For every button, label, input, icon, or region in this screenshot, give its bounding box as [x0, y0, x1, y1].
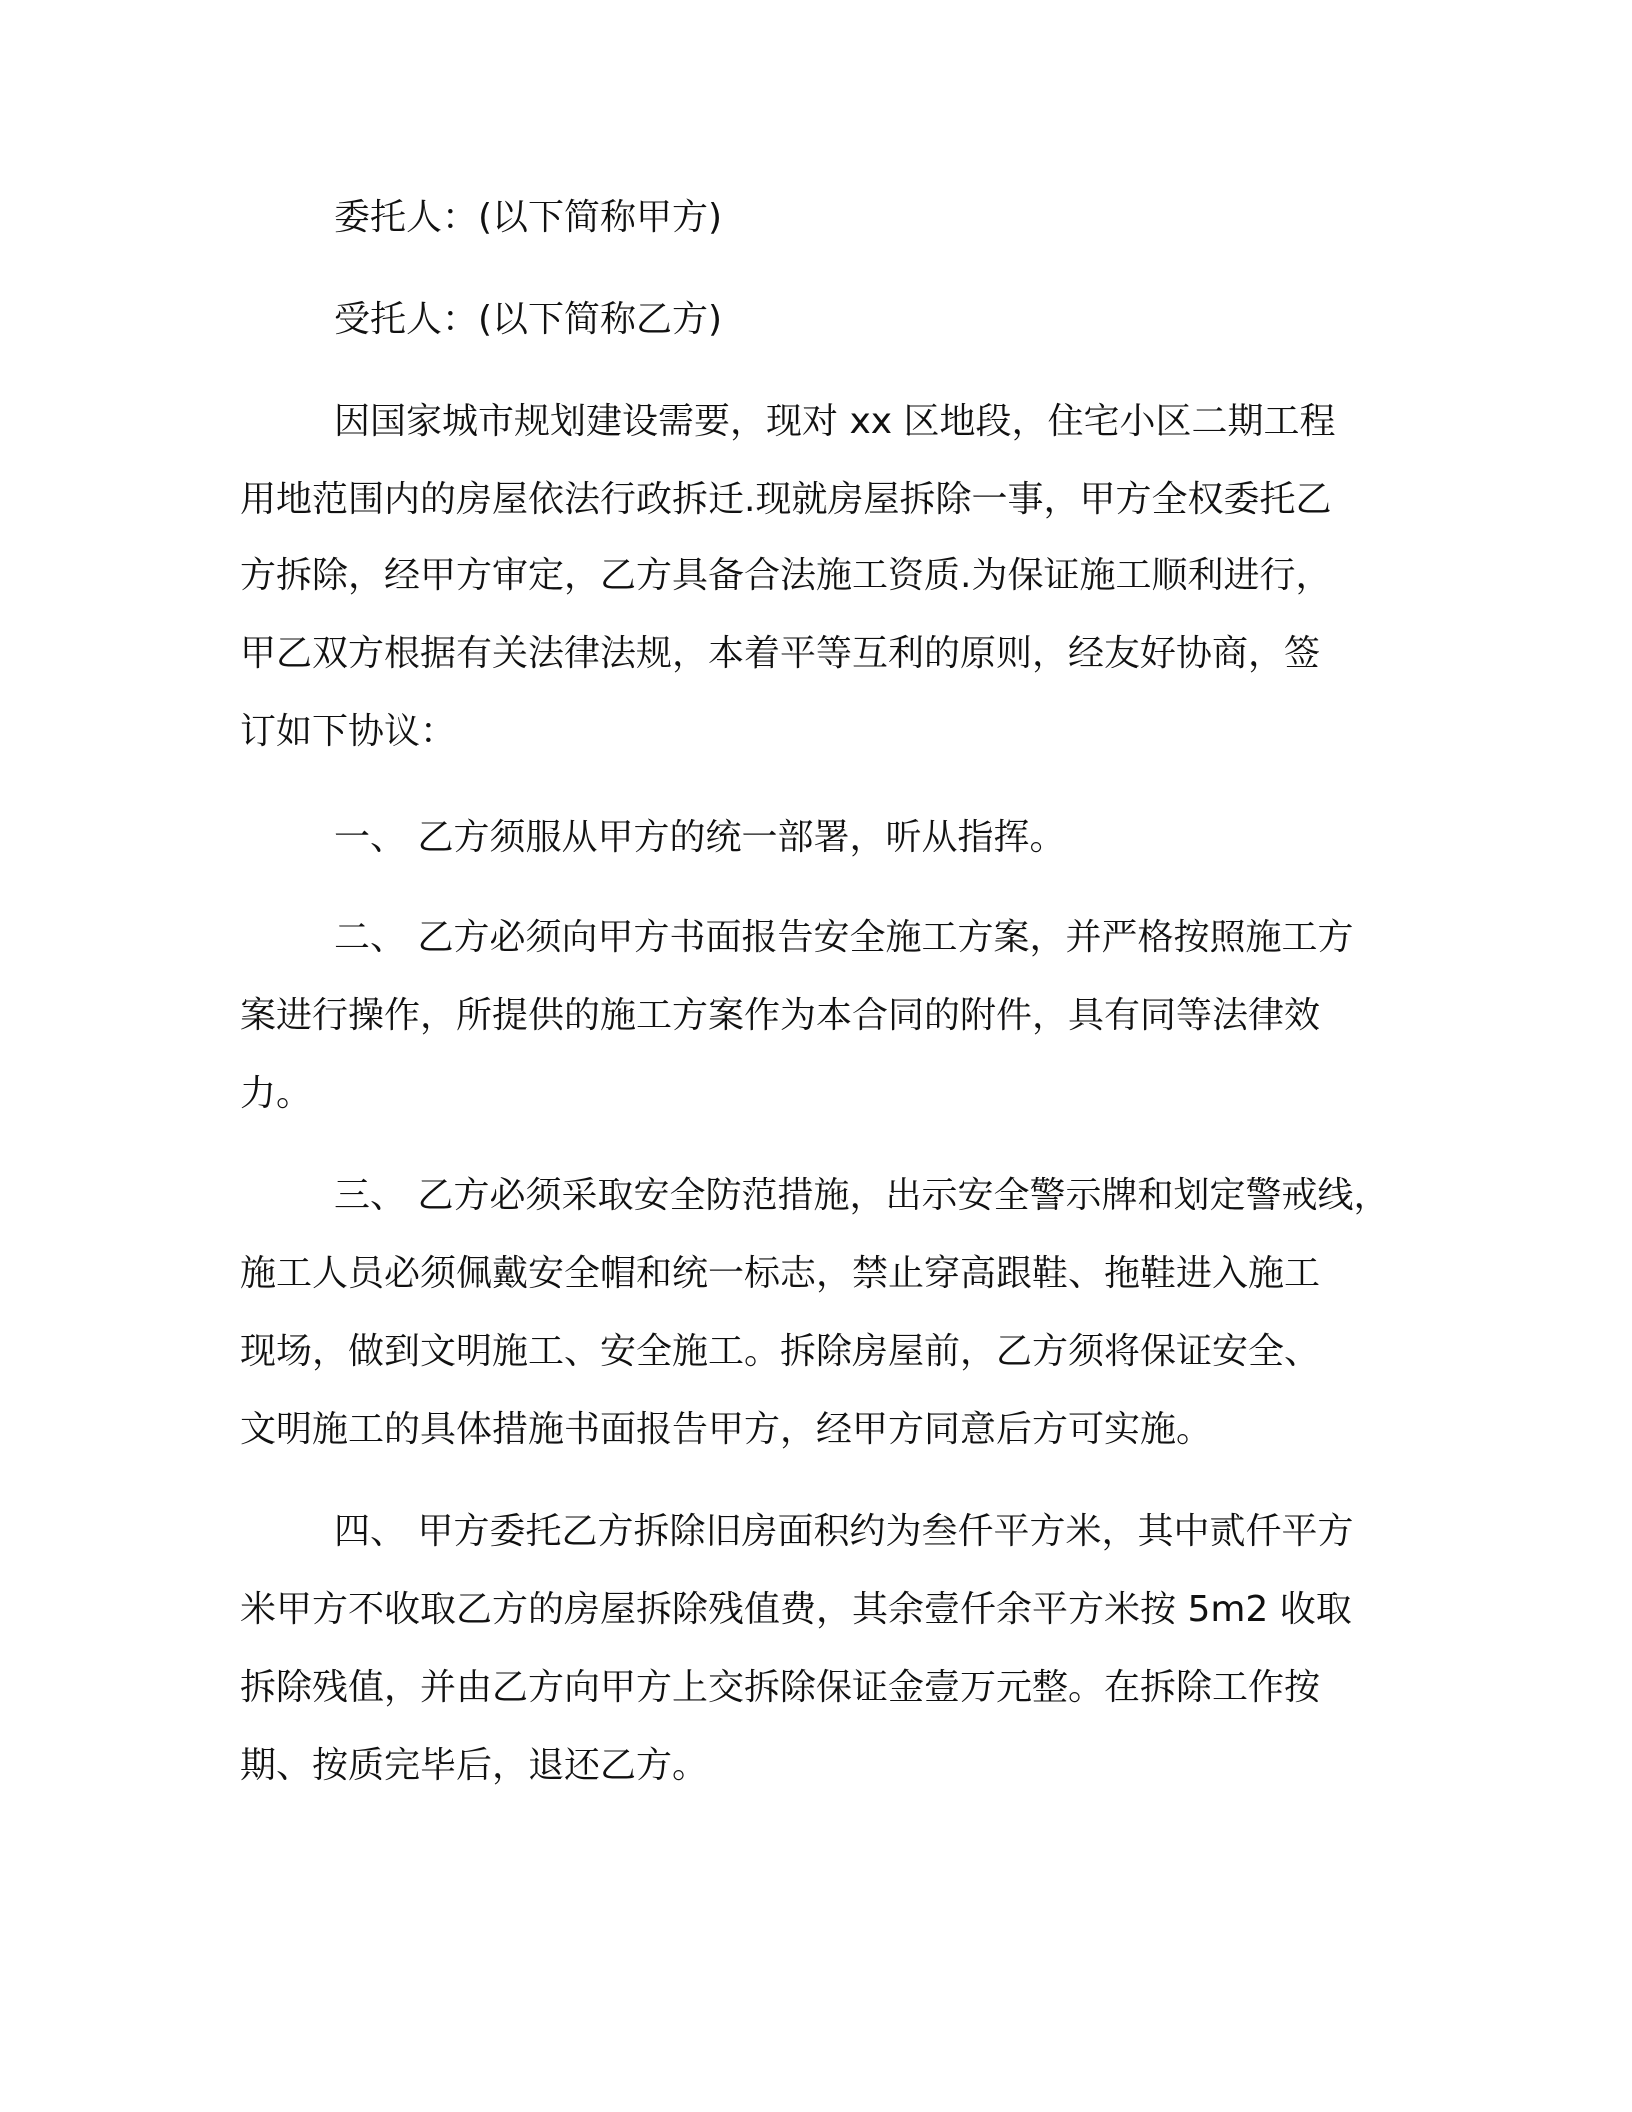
clause-2-line-3: 力。 [240, 1073, 313, 1114]
clause-4-line-1: 四、 甲方委托乙方拆除旧房面积约为叁仟平方米，其中贰仟平方 [334, 1511, 1354, 1552]
clause-3-line-2: 施工人员必须佩戴安全帽和统一标志，禁止穿高跟鞋、拖鞋进入施工 [240, 1253, 1321, 1294]
clause-2-line-1: 二、 乙方必须向甲方书面报告安全施工方案，并严格按照施工方 [334, 917, 1354, 958]
clause-3-line-4: 文明施工的具体措施书面报告甲方，经甲方同意后方可实施。 [240, 1409, 1213, 1450]
preamble-line-5: 订如下协议： [240, 711, 457, 752]
preamble-line-2: 用地范围内的房屋依法行政拆迁.现就房屋拆除一事，甲方全权委托乙 [240, 479, 1332, 520]
clause-3-line-3: 现场，做到文明施工、安全施工。拆除房屋前，乙方须将保证安全、 [240, 1331, 1321, 1372]
clause-4-line-4: 期、按质完毕后，退还乙方。 [240, 1745, 709, 1786]
preamble-line-4: 甲乙双方根据有关法律法规，本着平等互利的原则，经友好协商，签 [240, 633, 1321, 674]
clause-4-line-3: 拆除残值，并由乙方向甲方上交拆除保证金壹万元整。在拆除工作按 [240, 1667, 1321, 1708]
clause-2-line-2: 案进行操作，所提供的施工方案作为本合同的附件，具有同等法律效 [240, 995, 1321, 1036]
clause-1-line-1: 一、 乙方须服从甲方的统一部署，听从指挥。 [334, 817, 1066, 858]
document-body [240, 0, 1410, 2112]
preamble-line-3: 方拆除，经甲方审定，乙方具备合法施工资质.为保证施工顺利进行， [240, 555, 1332, 596]
clause-3-line-1: 三、 乙方必须采取安全防范措施，出示安全警示牌和划定警戒线， [334, 1175, 1390, 1216]
principal-line: 委托人：(以下简称甲方) [334, 197, 723, 238]
agent-line: 受托人：(以下简称乙方) [334, 299, 723, 340]
clause-4-line-2: 米甲方不收取乙方的房屋拆除残值费，其余壹仟余平方米按 5m2 收取 [240, 1589, 1352, 1630]
preamble-line-1: 因国家城市规划建设需要，现对 xx 区地段，住宅小区二期工程 [334, 401, 1336, 442]
